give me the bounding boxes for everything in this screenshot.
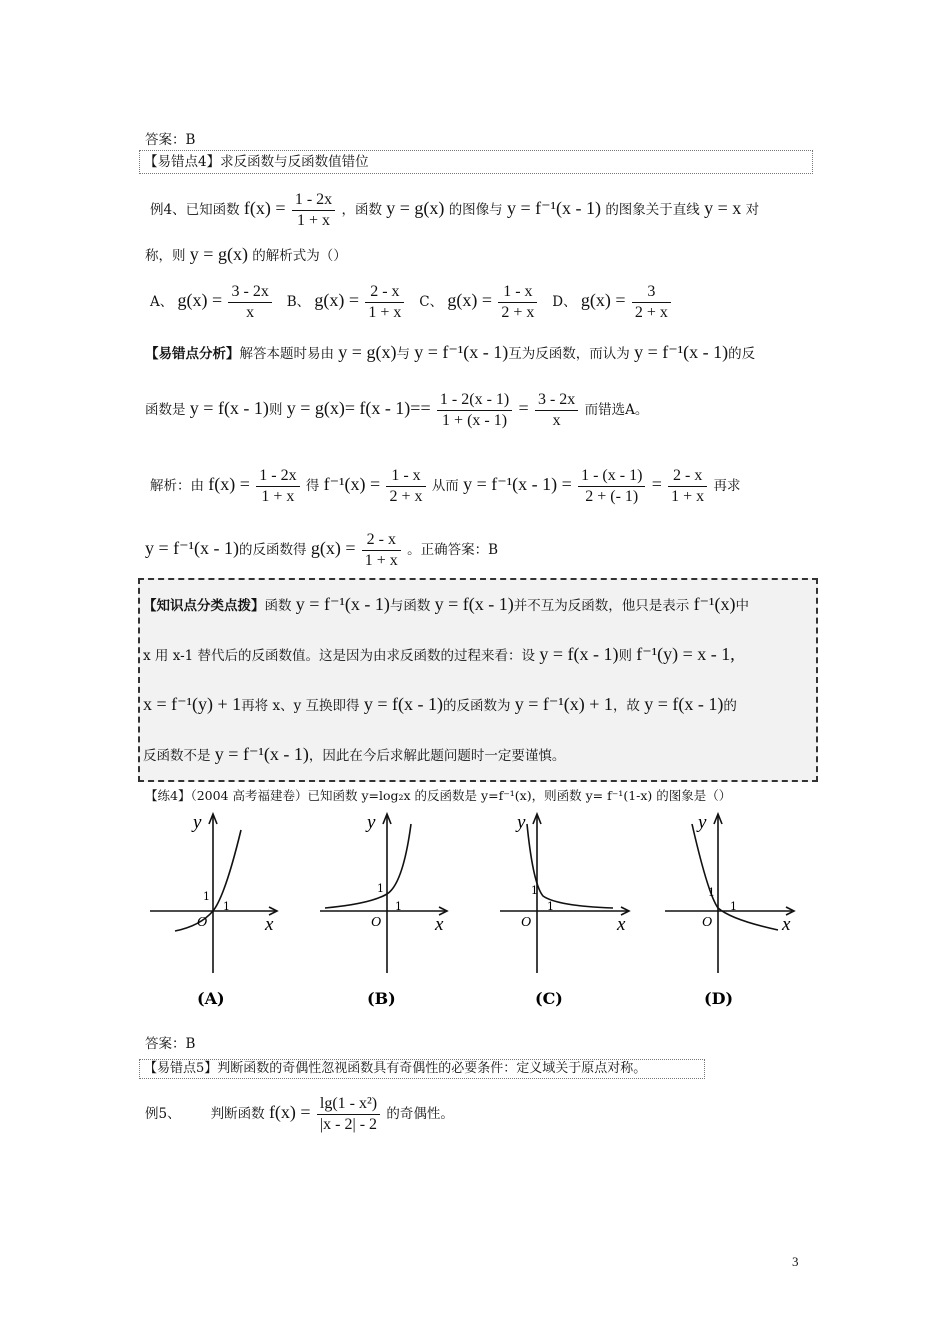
error-point-4-title: 【易错点4】求反函数与反函数值错位 — [144, 154, 369, 170]
ex4-text: 的图像与 — [448, 202, 503, 218]
ex4-g-expr: y = g(x) — [189, 244, 248, 264]
analysis-line-1: 【易错点分析】解答本题时易由 y = g(x)与 y = f⁻¹(x - 1)互为反函数，而认为 y = f⁻¹(x - 1)的反 — [145, 342, 756, 362]
knowledge-line-4: 反函数不是 y = f⁻¹(x - 1)，因此在今后求解此题问题时一定要谨慎。 — [143, 744, 566, 764]
analysis-line-2: 函数是 y = f(x - 1)则 y = g(x)= f(x - 1)== $\frac{1 - 2(x - 1)}{1 + (x - 1)}$ = $\frac{3 - 2x}{x}$ 而错选A。 — [145, 391, 649, 429]
example-5: 例5、 判断函数 f(x) = $\frac{\text{lg(1 - x²)}}{|x - 2| - 2}$ 的奇偶性。 — [145, 1095, 454, 1133]
ex4-line-eq: y = x — [704, 198, 742, 218]
option-d: D、 g(x) = $\frac{3}{2 + x}$ — [552, 294, 673, 310]
practice-4-text: 【练4】（2004 高考福建卷）已知函数 y=log₂x 的反函数是 y=f⁻¹(x)，则函数 y= f⁻¹(1-x) 的图象是（） — [145, 788, 732, 803]
y-label: y — [698, 812, 707, 833]
example-4-line-2 — [145, 244, 347, 266]
knowledge-line-2: x 用 x-1 替代后的反函数值。这是因为由求反函数的过程来看：设 y = f(x - 1)则 f⁻¹(y) = x - 1, — [143, 644, 735, 664]
analysis-heading: 【易错点分析】 — [145, 346, 240, 362]
origin-label: O — [371, 915, 382, 930]
ex4-g-expr: y = g(x) — [386, 198, 445, 218]
y-tick: 1 — [531, 884, 538, 897]
x-tick: 1 — [223, 900, 230, 913]
x-tick: 1 — [730, 900, 737, 913]
curve-a — [175, 830, 241, 931]
graph-d — [660, 808, 820, 1028]
y-label: y — [517, 812, 526, 833]
x-label: x — [435, 914, 444, 935]
graph-label: (B) — [367, 989, 396, 1008]
y-tick: 1 — [203, 890, 210, 903]
x-label: x — [782, 914, 791, 935]
page-number: 3 — [792, 1254, 799, 1269]
ex4-intro: 例4、已知函数 — [150, 202, 240, 218]
solution-line-1: 解析：由 f(x) = $\frac{1 - 2x}{1 + x}$ 得 f⁻¹(x) = $\frac{1 - x}{2 + x}$ 从而 y = f⁻¹(x - 1) = $\frac{1 - (x - 1)}{2 + (- 1)}$ = $\frac{2 - x}{1 + x}$ 再求 — [150, 467, 741, 505]
graph-b — [315, 808, 475, 1028]
error-point-5-title: 【易错点5】判断函数的奇偶性忽视函数具有奇偶性的必要条件：定义域关于原点对称。 — [144, 1061, 647, 1076]
y-tick: 1 — [377, 882, 384, 895]
solution-line-2: y = f⁻¹(x - 1)的反函数得 g(x) = $\frac{2 - x}{1 + x}$ 。正确答案：B — [145, 531, 499, 569]
y-label: y — [367, 812, 376, 833]
knowledge-heading: 【知识点分类点拨】 — [143, 598, 265, 614]
curve-b — [325, 824, 411, 908]
example-4-line-1 — [150, 190, 759, 231]
option-b: B、 g(x) = $\frac{2 - x}{1 + x}$ — [287, 294, 411, 310]
ex4-f-lhs: f(x) = — [243, 198, 286, 218]
graph-label: (A) — [197, 989, 225, 1008]
option-c: C、 g(x) = $\frac{1 - x}{2 + x}$ — [419, 294, 543, 310]
previous-answer: 答案：B — [145, 132, 196, 148]
ex4-text: 对 — [745, 202, 760, 218]
option-a: A、 g(x) = $\frac{3 - 2x}{x}$ — [150, 294, 278, 310]
ex4-text: 的图象关于直线 — [605, 202, 700, 218]
x-label: x — [617, 914, 626, 935]
graph-a — [145, 808, 305, 1028]
knowledge-line-1: 【知识点分类点拨】函数 y = f⁻¹(x - 1)与函数 y = f(x - 1)并不互为反函数，他只是表示 f⁻¹(x)中 — [143, 594, 749, 614]
origin-label: O — [197, 915, 208, 930]
ex4-options — [150, 282, 673, 323]
y-label: y — [193, 812, 202, 833]
graph-c — [495, 808, 655, 1028]
x-tick: 1 — [547, 900, 554, 913]
origin-label: O — [521, 915, 532, 930]
graph-label: (C) — [535, 989, 563, 1008]
ex4-f-fraction: $\frac{1 - 2x}{1 + x}$ — [292, 190, 335, 231]
ex4-text: 的解析式为（） — [252, 248, 347, 264]
ex4-finv-expr: y = f⁻¹(x - 1) — [506, 198, 602, 218]
graph-label: (D) — [704, 989, 734, 1008]
origin-label: O — [702, 915, 713, 930]
x-label: x — [265, 914, 274, 935]
y-tick: 1 — [708, 886, 715, 899]
ex4-text: ，函数 — [341, 202, 382, 218]
knowledge-line-3: x = f⁻¹(y) + 1再将 x、y 互换即得 y = f(x - 1)的反函数为 y = f⁻¹(x) + 1，故 y = f(x - 1)的 — [143, 694, 737, 714]
ex4-text: 称，则 — [145, 248, 186, 264]
answer-4: 答案：B — [145, 1036, 196, 1052]
curve-c — [527, 824, 613, 908]
x-tick: 1 — [395, 900, 402, 913]
